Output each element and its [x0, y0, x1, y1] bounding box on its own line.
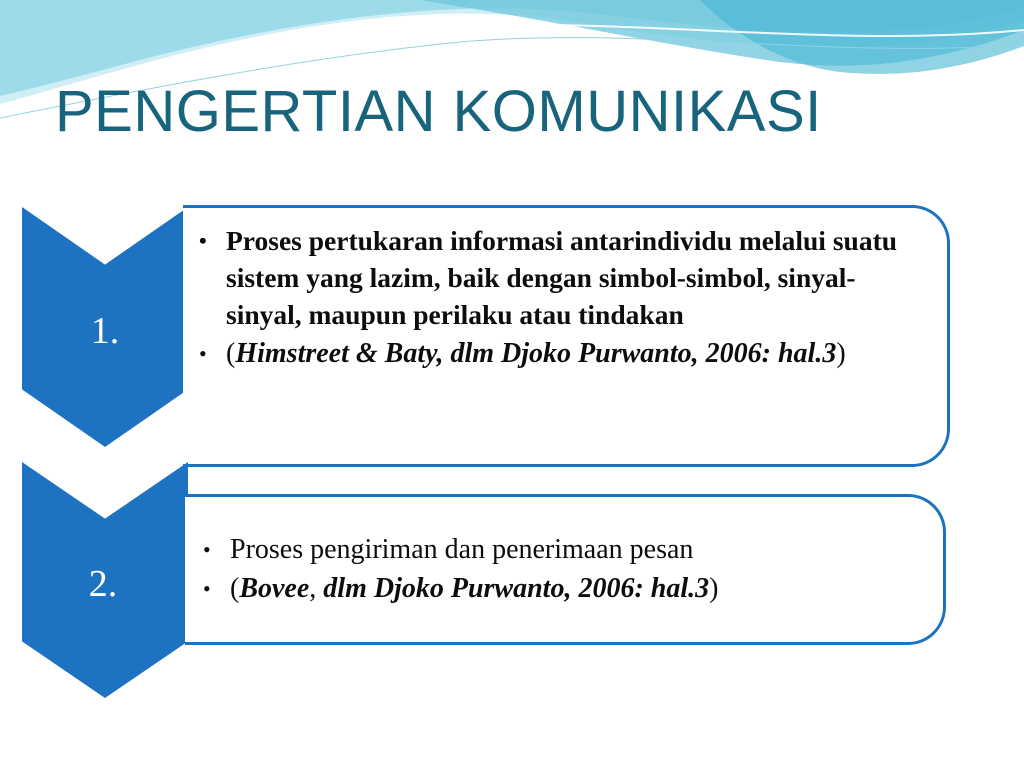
slide-title: PENGERTIAN KOMUNIKASI	[55, 79, 822, 144]
reference-close-paren: )	[709, 573, 719, 604]
list-item	[203, 570, 923, 607]
reference-close-paren: )	[836, 338, 846, 369]
item-number-1: 1.	[90, 310, 120, 352]
list-item	[199, 335, 925, 372]
reference-open-paren: (	[230, 573, 240, 604]
list-item	[199, 222, 925, 333]
definition-card-1	[183, 205, 950, 467]
bullet-icon: •	[203, 576, 211, 601]
reference-open-paren: (	[226, 338, 236, 369]
list-item	[203, 531, 923, 568]
reference-author-2: Bovee	[239, 573, 310, 604]
bullet-icon: •	[199, 228, 207, 253]
item-number-2: 2.	[88, 563, 118, 605]
bullet-list-2	[203, 531, 923, 607]
definition-text-1: Proses pertukaran informasi antarindividu melalui suatu sistem yang lazim, baik dengan simbol-simbol, sinyal-sinyal, maupun perilaku atau tindakan	[226, 225, 898, 330]
bullet-icon: •	[203, 537, 211, 562]
definition-text-2: Proses pengiriman dan penerimaan pesan	[230, 534, 694, 565]
reference-citation-1: Himstreet & Baty, dlm Djoko Purwanto, 2006: hal.3	[235, 338, 837, 369]
bullet-icon: •	[199, 341, 207, 366]
definition-card-2	[185, 494, 946, 645]
reference-citation-2: dlm Djoko Purwanto, 2006: hal.3	[323, 573, 710, 604]
bullet-list-1	[199, 222, 925, 372]
reference-separator: ,	[309, 573, 324, 604]
